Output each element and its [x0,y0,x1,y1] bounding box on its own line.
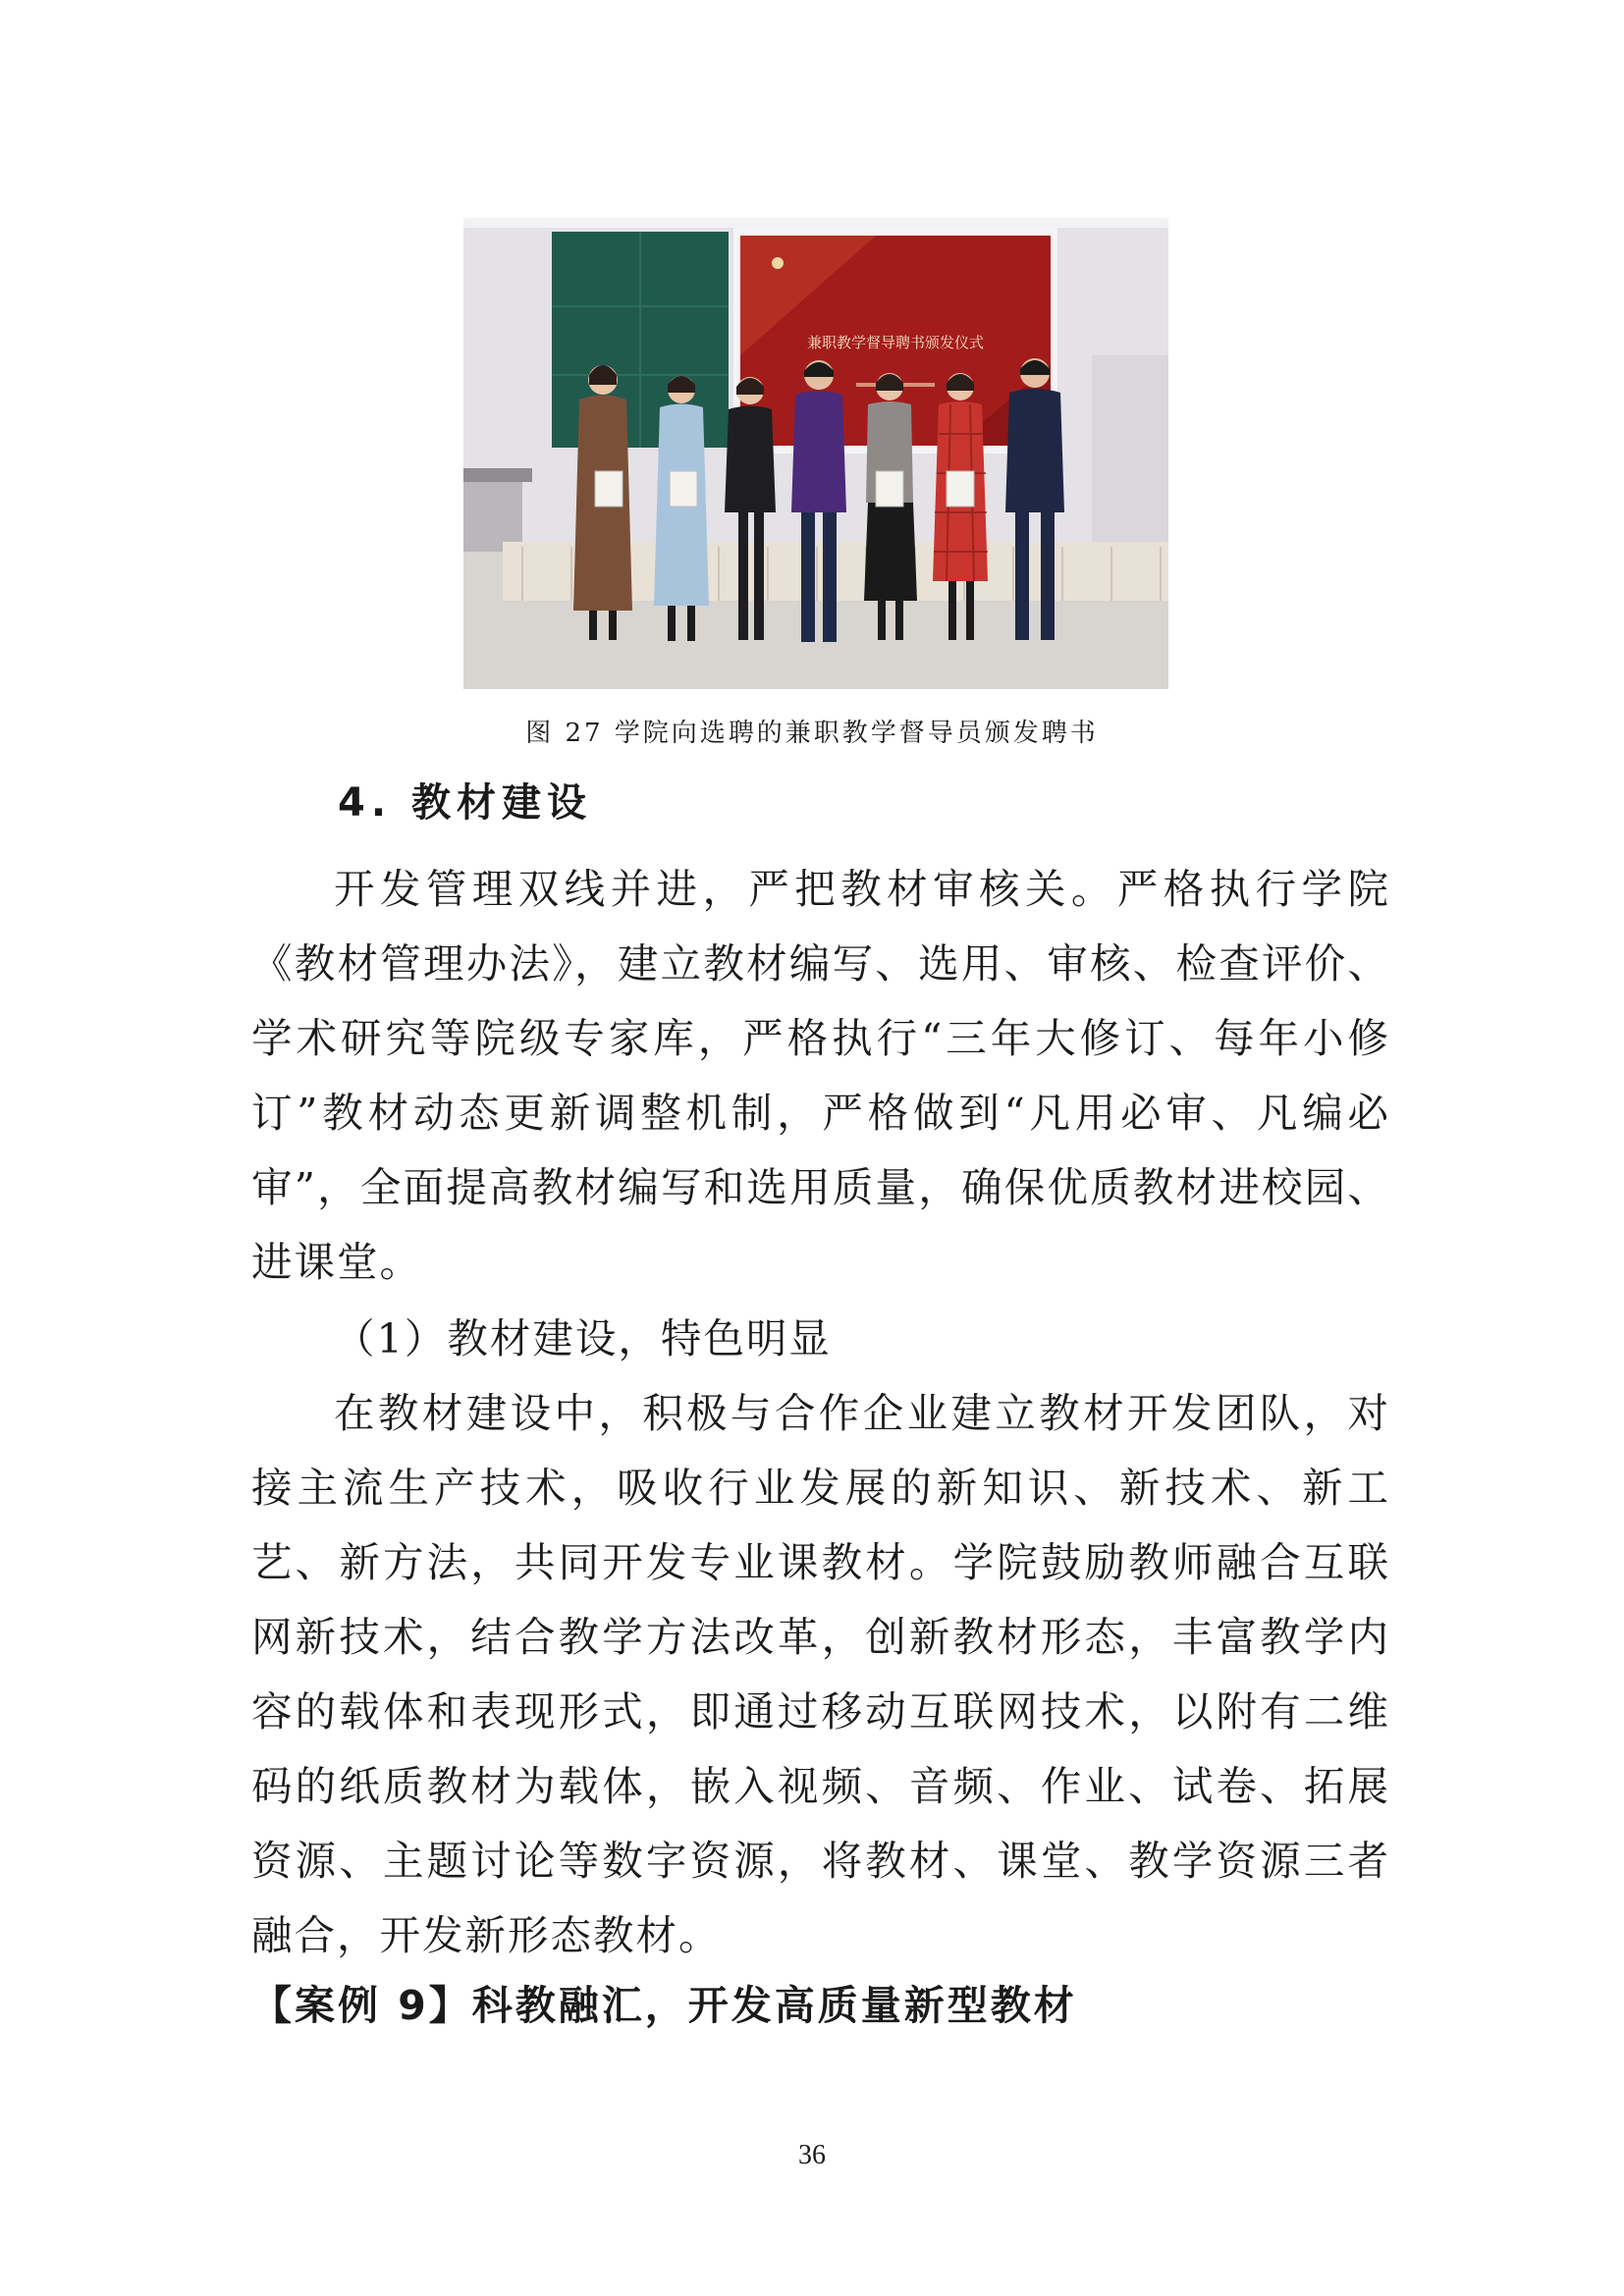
screen-title: 兼职教学督导聘书颁发仪式 [806,334,985,351]
body-paragraph-2: 在教材建设中，积极与合作企业建立教材开发团队，对接主流生产技术，吸收行业发展的新知识、新技术、新工艺、新方法，共同开发专业课教材。学院鼓励教师融合互联网新技术，结合教学方法改革，创新教材形态，丰富教学内容的载体和表现形式，即通过移动互联网技术，以附有二维码的纸质教材为载体，嵌入视频、音频、作业、试卷、拓展资源、主题讨论等数字资源，将教材、课堂、教学资源三者融合，开发新形态教材。 [251,1389,1390,1959]
figure-caption: 图 27 学院向选聘的兼职教学督导员颁发聘书 [525,719,1099,748]
page-number: 36 [798,2140,826,2170]
body-paragraph-1: 开发管理双线并进，严把教材审核关。严格执行学院《教材管理办法》，建立教材编写、选用、审核、检查评价、学术研究等院级专家库，严格执行“三年大修订、每年小修订”教材动态更新调整机制，严格做到“凡用必审、凡编必审”，全面提高教材编写和选用质量，确保优质教材进校园、进课堂。 [251,865,1390,1286]
section-heading: 4. 教材建设 [338,780,592,826]
sub-heading: （1）教材建设，特色明显 [334,1314,832,1362]
case-heading: 【案例 9】科教融汇，开发高质量新型教材 [251,1982,1077,2029]
person-1 [573,365,632,640]
person-5 [864,373,917,640]
ceremony-photo [463,218,1168,689]
person-2 [654,376,709,641]
ceremony-photo-illustration [463,218,1168,689]
